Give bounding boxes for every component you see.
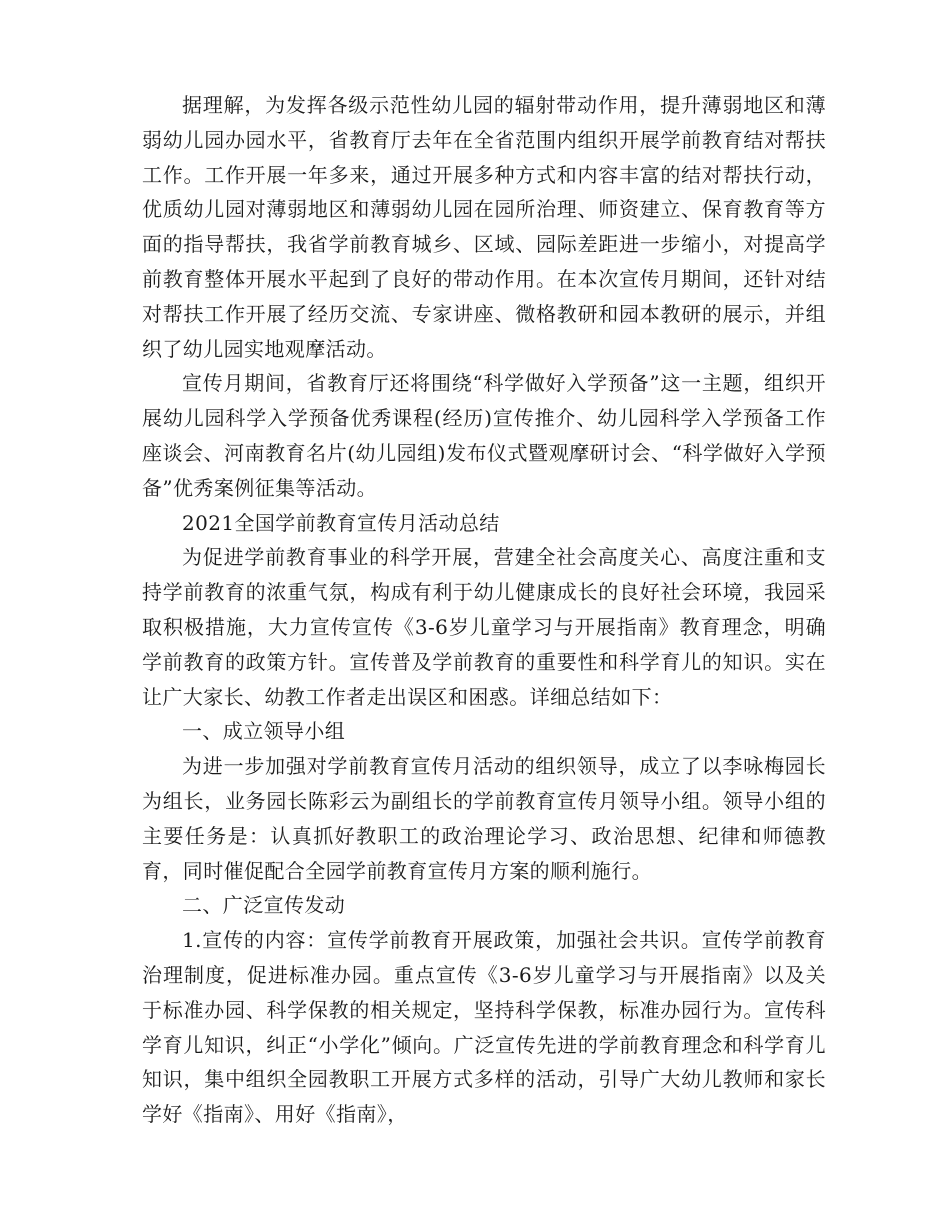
paragraph-publicity-content: 1.宣传的内容：宣传学前教育开展政策，加强社会共识。宣传学前教育治理制度，促进标准办园。重点宣传《3-6岁儿童学习与开展指南》以及关于标准办园、科学保教的相关规定，坚持科学保教，标准办园行为。宣传科学育儿知识，纠正“小学化”倾向。广泛宣传先进的学前教育理念和科学育儿知识，集中组织全园教职工开展方式多样的活动，引导广大幼儿教师和家长学好《指南》、用好《指南》， <box>142 928 826 1127</box>
paragraph-publicity-month-activities: 宣传月期间，省教育厅还将围绕“科学做好入学预备”这一主题，组织开展幼儿园科学入学预备优秀课程(经历)宣传推介、幼儿园科学入学预备工作座谈会、河南教育名片(幼儿园组)发布仪式暨观摩研讨会、“科学做好入学预备”优秀案例征集等活动。 <box>142 371 826 500</box>
paragraph-demonstration-kindergartens: 据理解，为发挥各级示范性幼儿园的辐射带动作用，提升薄弱地区和薄弱幼儿园办园水平，省教育厅去年在全省范围内组织开展学前教育结对帮扶工作。工作开展一年多来，通过开展多种方式和内容丰富的结对帮扶行动，优质幼儿园对薄弱地区和薄弱幼儿园在园所治理、师资建立、保育教育等方面的指导帮扶，我省学前教育城乡、区域、园际差距进一步缩小，对提高学前教育整体开展水平起到了良好的带动作用。在本次宣传月期间，还针对结对帮扶工作开展了经历交流、专家讲座、微格教研和园本教研的展示，并组织了幼儿园实地观摩活动。 <box>142 93 826 361</box>
document-body <box>142 88 826 1132</box>
paragraph-leadership-group: 为进一步加强对学前教育宣传月活动的组织领导，成立了以李咏梅园长为组长，业务园长陈彩云为副组长的学前教育宣传月领导小组。领导小组的主要任务是：认真抓好教职工的政治理论学习、政治思想、纪律和师德教育，同时催促配合全园学前教育宣传月方案的顺利施行。 <box>142 754 826 883</box>
section-title-summary: 2021全国学前教育宣传月活动总结 <box>182 510 500 535</box>
section-heading-publicity: 二、广泛宣传发动 <box>182 893 346 918</box>
paragraph-summary-intro: 为促进学前教育事业的科学开展，营建全社会高度关心、高度注重和支持学前教育的浓重气氛，构成有利于幼儿健康成长的良好社会环境，我园采取积极措施，大力宣传宣传《3-6岁儿童学习与开展指南》教育理念，明确学前教育的政策方针。宣传普及学前教育的重要性和科学育儿的知识。实在让广大家长、幼教工作者走出误区和困惑。详细总结如下： <box>142 545 826 709</box>
section-heading-leadership-group: 一、成立领导小组 <box>182 719 346 744</box>
